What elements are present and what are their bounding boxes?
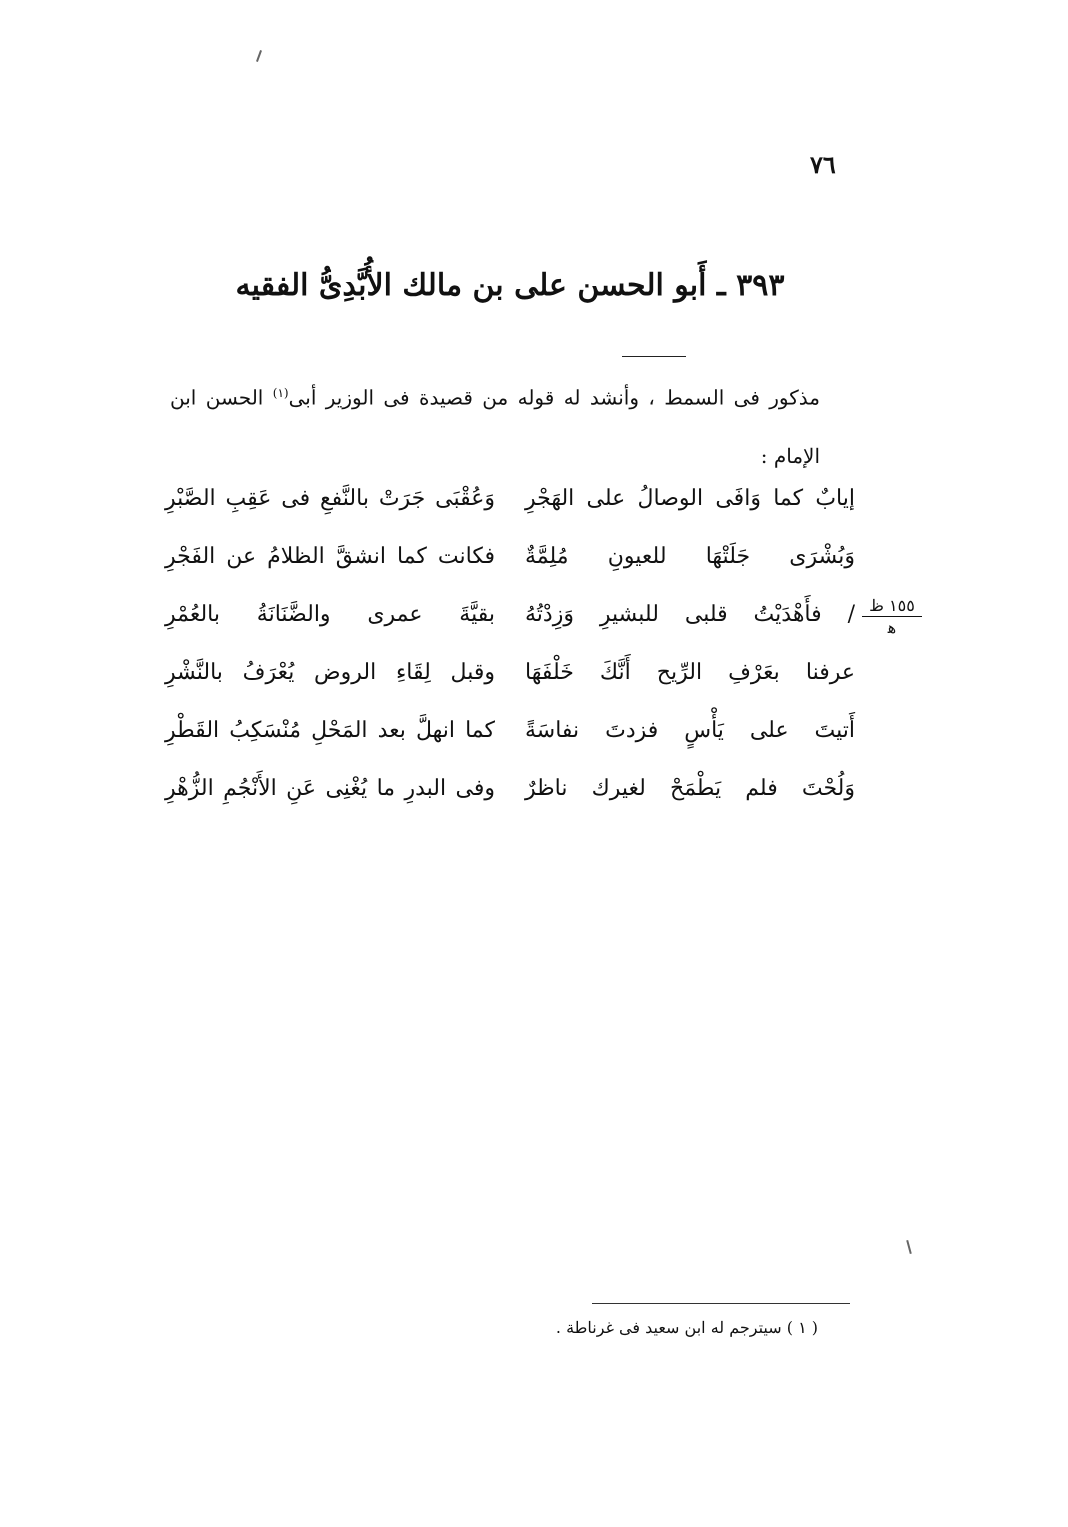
poem [165, 478, 855, 826]
verse [165, 652, 855, 710]
second-hemistich: بقيَّةَ عمرى والضَّنَانَةُ بالعُمْرِ [165, 602, 495, 627]
second-hemistich: وفى البدرِ ما يُغْنِى عَنِ الأَنْجُمِ الزُّهْرِ [165, 776, 495, 801]
first-hemistich: عرفنا بعَرْفِ الرِّيح أَنَّكَ خَلْفَهَا [525, 660, 855, 685]
second-hemistich: فكانت كما انشقَّ الظلامُ عن الفَجْرِ [165, 544, 495, 569]
first-hemistich: / فأَهْدَيْتُ قلبى للبشيرِ وَزِدْتُهُ [525, 602, 855, 627]
verse [165, 710, 855, 768]
intro-text-part2: الحسن ابن الإمام : [170, 385, 820, 468]
verse [165, 594, 855, 652]
footnote-reference: (١) [272, 386, 289, 400]
folio-side: ﻫ [887, 618, 897, 637]
page-number: ٧٦ [810, 150, 836, 179]
second-hemistich: وقبل لِقَاءِ الروض يُعْرَفُ بالنَّشْرِ [165, 660, 495, 685]
title-rule [622, 356, 686, 357]
folio-marker [862, 596, 922, 646]
second-hemistich: وَعُقْبَى جَرَتْ بالنَّفعِ فى عَقِبِ الصَّبْرِ [165, 486, 495, 511]
footnote: ( ١ ) سيترجم له ابن سعيد فى غرناطة . [555, 1318, 818, 1337]
verse [165, 768, 855, 826]
intro-text-part1: مذكور فى السمط ، وأنشد له قوله من قصيدة فى الوزير أبى [288, 385, 820, 410]
second-hemistich: كما انهلَّ بعد المَحْلِ مُنْسَكِبُ القَطْرِ [165, 718, 495, 743]
first-hemistich: وَلُحْتَ فلم يَطْمَحْ لغيرك ناظرٌ [525, 776, 855, 801]
verse [165, 478, 855, 536]
verse [165, 536, 855, 594]
scan-speck [906, 1240, 912, 1254]
first-hemistich: وَبُشْرَى جَلَتْهَا للعيونِ مُلِمَّةٌ [525, 544, 855, 569]
first-hemistich: إيابٌ كما وَافَى الوصالُ على الهَجْرِ [525, 486, 855, 511]
footnote-rule [592, 1303, 850, 1304]
intro-paragraph [170, 364, 820, 485]
first-hemistich: أَتيتَ على يَأْسٍ فزدتَ نفاسَةً [525, 718, 855, 743]
scan-speck [256, 50, 262, 62]
folio-number: ١٥٥ ظ [862, 596, 922, 617]
entry-title: ٣٩٣ ـ أَبو الحسن على بن مالك الأُبَّدِىُّ الفقيه [235, 268, 785, 303]
